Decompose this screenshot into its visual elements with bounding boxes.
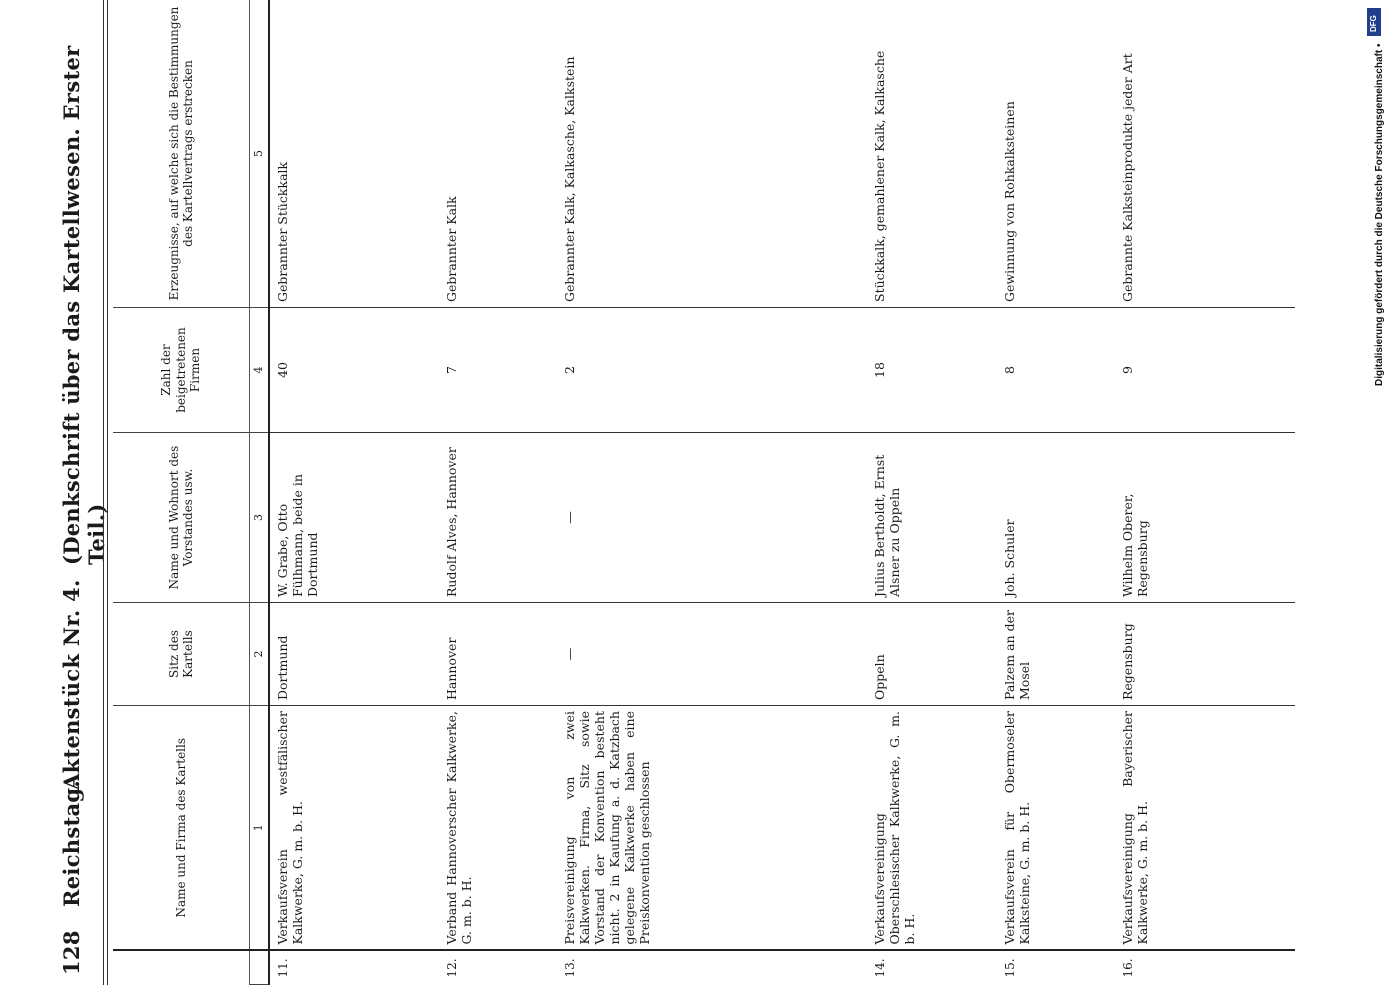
header-cell-name: Name und Firma des Kartells [113, 706, 250, 951]
cartel-seat: Palzem an der Mosel [997, 603, 1115, 706]
member-count: 18 [867, 308, 997, 433]
products: Gebrannter Kalk [439, 0, 557, 308]
header-reichstag: Reichstag. [59, 780, 84, 907]
products: Gebrannter Stückkalk [269, 0, 439, 308]
column-number-blank [250, 951, 270, 985]
page-number: 128 [59, 930, 84, 975]
products: Gebrannte Kalksteinprodukte jeder Art [1115, 0, 1295, 308]
row-number: 16. [1115, 951, 1295, 985]
header-cell-erzeugnisse: Erzeugnisse, auf welche sich die Bestimmungen des Kartellvertrags erstrecken [113, 0, 250, 308]
row-number: 15. [997, 951, 1115, 985]
cartel-name: Verkaufsvereinigung Bayerischer Kalkwerke, G. m. b. H. [1115, 706, 1295, 951]
cartel-name: Preisvereinigung von zwei Kalkwerken. Firma, Sitz sowie Vorstand der Konvention besteht nicht. 2 in Kaufung a. d. Katzbach gelegene Kalkwerke haben eine Preiskonvention geschlossen [557, 706, 867, 951]
row-number: 11. [269, 951, 439, 985]
column-number: 1 [250, 706, 270, 951]
table-row [997, 0, 1115, 985]
member-count: 2 [557, 308, 867, 433]
header-cell-zahl: Zahl der beigetretenen Firmen [113, 308, 250, 433]
digitization-credit: Digitalisierung gefördert durch die Deutsche Forschungsgemeinschaft • [1374, 43, 1385, 386]
header-document-number: Aktenstück Nr. 4. [59, 579, 84, 790]
board-names: — [557, 433, 867, 603]
board-names: Joh. Schuler [997, 433, 1115, 603]
member-count: 9 [1115, 308, 1295, 433]
column-number: 5 [250, 0, 270, 308]
table-row [439, 0, 557, 985]
cartel-seat: — [557, 603, 867, 706]
member-count: 40 [269, 308, 439, 433]
cartel-name: Verkaufsvereinigung Oberschlesischer Kalkwerke, G. m. b. H. [867, 706, 997, 951]
table-row [1115, 0, 1295, 985]
column-number-row [250, 0, 270, 985]
header-cell-vorstand: Name und Wohnort des Vorstandes usw. [113, 433, 250, 603]
running-header [45, 0, 109, 985]
rotated-document-page [45, 0, 1350, 985]
header-cell-sitz: Sitz des Kartells [113, 603, 250, 706]
cartel-seat: Oppeln [867, 603, 997, 706]
dfg-logo-text: DFG [1369, 15, 1378, 32]
board-names: Wilhelm Oberer, Regensburg [1115, 433, 1295, 603]
products: Gebrannter Kalk, Kalkasche, Kalkstein [557, 0, 867, 308]
board-names: Rudolf Alves, Hannover [439, 433, 557, 603]
column-number: 4 [250, 308, 270, 433]
dfg-logo [1367, 8, 1381, 36]
member-count: 8 [997, 308, 1115, 433]
row-number: 13. [557, 951, 867, 985]
row-number: 14. [867, 951, 997, 985]
table-row [557, 0, 867, 985]
row-number: 12. [439, 951, 557, 985]
cartel-seat: Dortmund [269, 603, 439, 706]
header-title: (Denkschrift über das Kartellwesen. Erster Teil.) [59, 45, 109, 565]
table-header-row [113, 0, 250, 985]
products: Gewinnung von Rohkalksteinen [997, 0, 1115, 308]
cartel-name: Verband Hannoverscher Kalkwerke, G. m. b. H. [439, 706, 557, 951]
column-number: 2 [250, 603, 270, 706]
products: Stückkalk, gemahlener Kalk, Kalkasche [867, 0, 997, 308]
cartel-name: Verkaufsverein für Obermoseler Kalksteine, G. m. b. H. [997, 706, 1115, 951]
table-row [269, 0, 439, 985]
board-names: Julius Bertholdt, Ernst Alsner zu Oppeln [867, 433, 997, 603]
cartel-seat: Regensburg [1115, 603, 1295, 706]
cartel-table [113, 0, 1295, 985]
table-row [867, 0, 997, 985]
member-count: 7 [439, 308, 557, 433]
board-names: W. Grabe, Otto Fülhmann, beide in Dortmund [269, 433, 439, 603]
header-rule [103, 0, 108, 985]
cartel-name: Verkaufsverein westfälischer Kalkwerke, G. m. b. H. [269, 706, 439, 951]
header-cell-nr [113, 951, 250, 985]
column-number: 3 [250, 433, 270, 603]
cartel-seat: Hannover [439, 603, 557, 706]
